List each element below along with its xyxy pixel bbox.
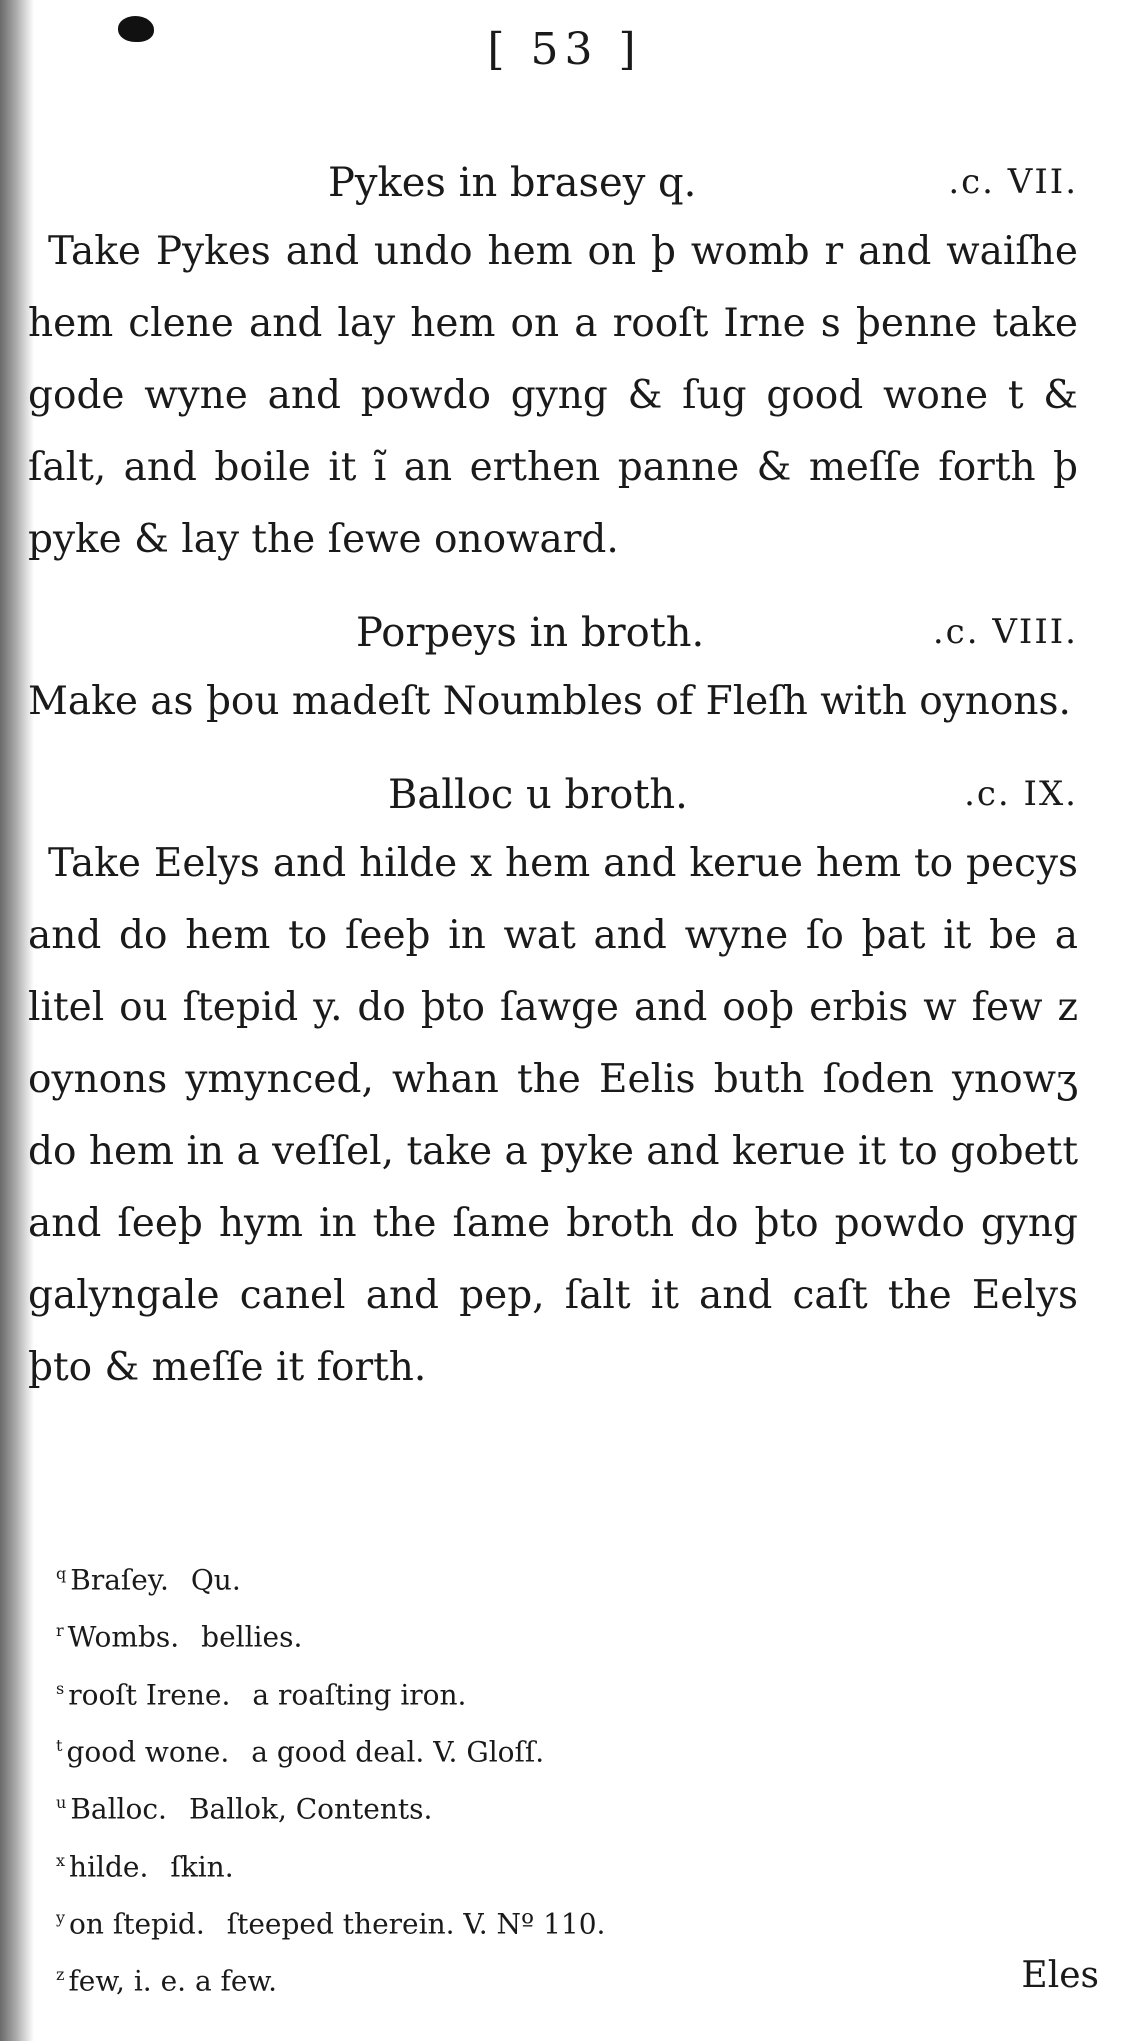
recipe-text: Make as þou madeſt Noumbles of Fleſh with oynons. — [28, 679, 1071, 724]
footnote: $^x$ hilde. ſkin. — [56, 1849, 234, 1883]
footnotes — [56, 1548, 956, 2007]
footnote: $^r$ Wombs. bellies. — [56, 1620, 303, 1654]
recipe-heading — [28, 600, 1078, 666]
footnote: $^u$ Balloc. Ballok, Contents. — [56, 1792, 433, 1826]
footnote: $^y$ on ſtepid. ſteeped therein. V. Nº 110. — [56, 1907, 606, 1941]
footnote: $^t$ good wone. a good deal. V. Gloſſ. — [56, 1735, 545, 1769]
page-number: [ 53 ] — [487, 24, 642, 75]
footnote: $^q$ Braſey. Qu. — [56, 1563, 241, 1597]
chapter-number: .c. VII. — [948, 162, 1078, 202]
recipe-title: Balloc u broth. — [388, 772, 688, 818]
recipe-title: Porpeys in broth. — [356, 610, 705, 656]
recipe-text: Take Pykes and undo hem on þ womb r and waiſhe hem clene and lay hem on a rooſt Irne s þenne take gode wyne and powdo gyng & ſug good wone t & ſalt, and boile it ĩ an erthen panne & meſſe forth þ pyke & lay the ſewe onoward. — [28, 229, 1078, 562]
recipe-heading — [28, 762, 1078, 828]
recipe-text: Take Eelys and hilde x hem and kerue hem to pecys and do hem to ſeeþ in wat and wyne ſo þat it be a litel ou ſtepid y. do þto ſawge and ooþ erbis w few z oynons ymynced, whan the Eelis buth ſoden ynowʒ do hem in a veſſel, take a pyke and kerue it to gobett and ſeeþ hym in the ſame broth do þto powdo gyng galyngale canel and pep, ſalt it and caſt the Eelys þto & meſſe it forth. — [28, 841, 1078, 1390]
footnote: $^s$ rooſt Irene. a roaſting iron. — [56, 1677, 467, 1711]
recipe-title: Pykes in brasey q. — [328, 160, 697, 206]
recipe-heading — [28, 150, 1078, 216]
catchword: Eles — [1021, 1955, 1099, 1996]
recipe-content — [28, 150, 1078, 1428]
chapter-number: .c. VIII. — [932, 612, 1078, 652]
chapter-number: .c. IX. — [964, 774, 1078, 814]
footnote: $^z$ few, i. e. a few. — [56, 1964, 278, 1998]
